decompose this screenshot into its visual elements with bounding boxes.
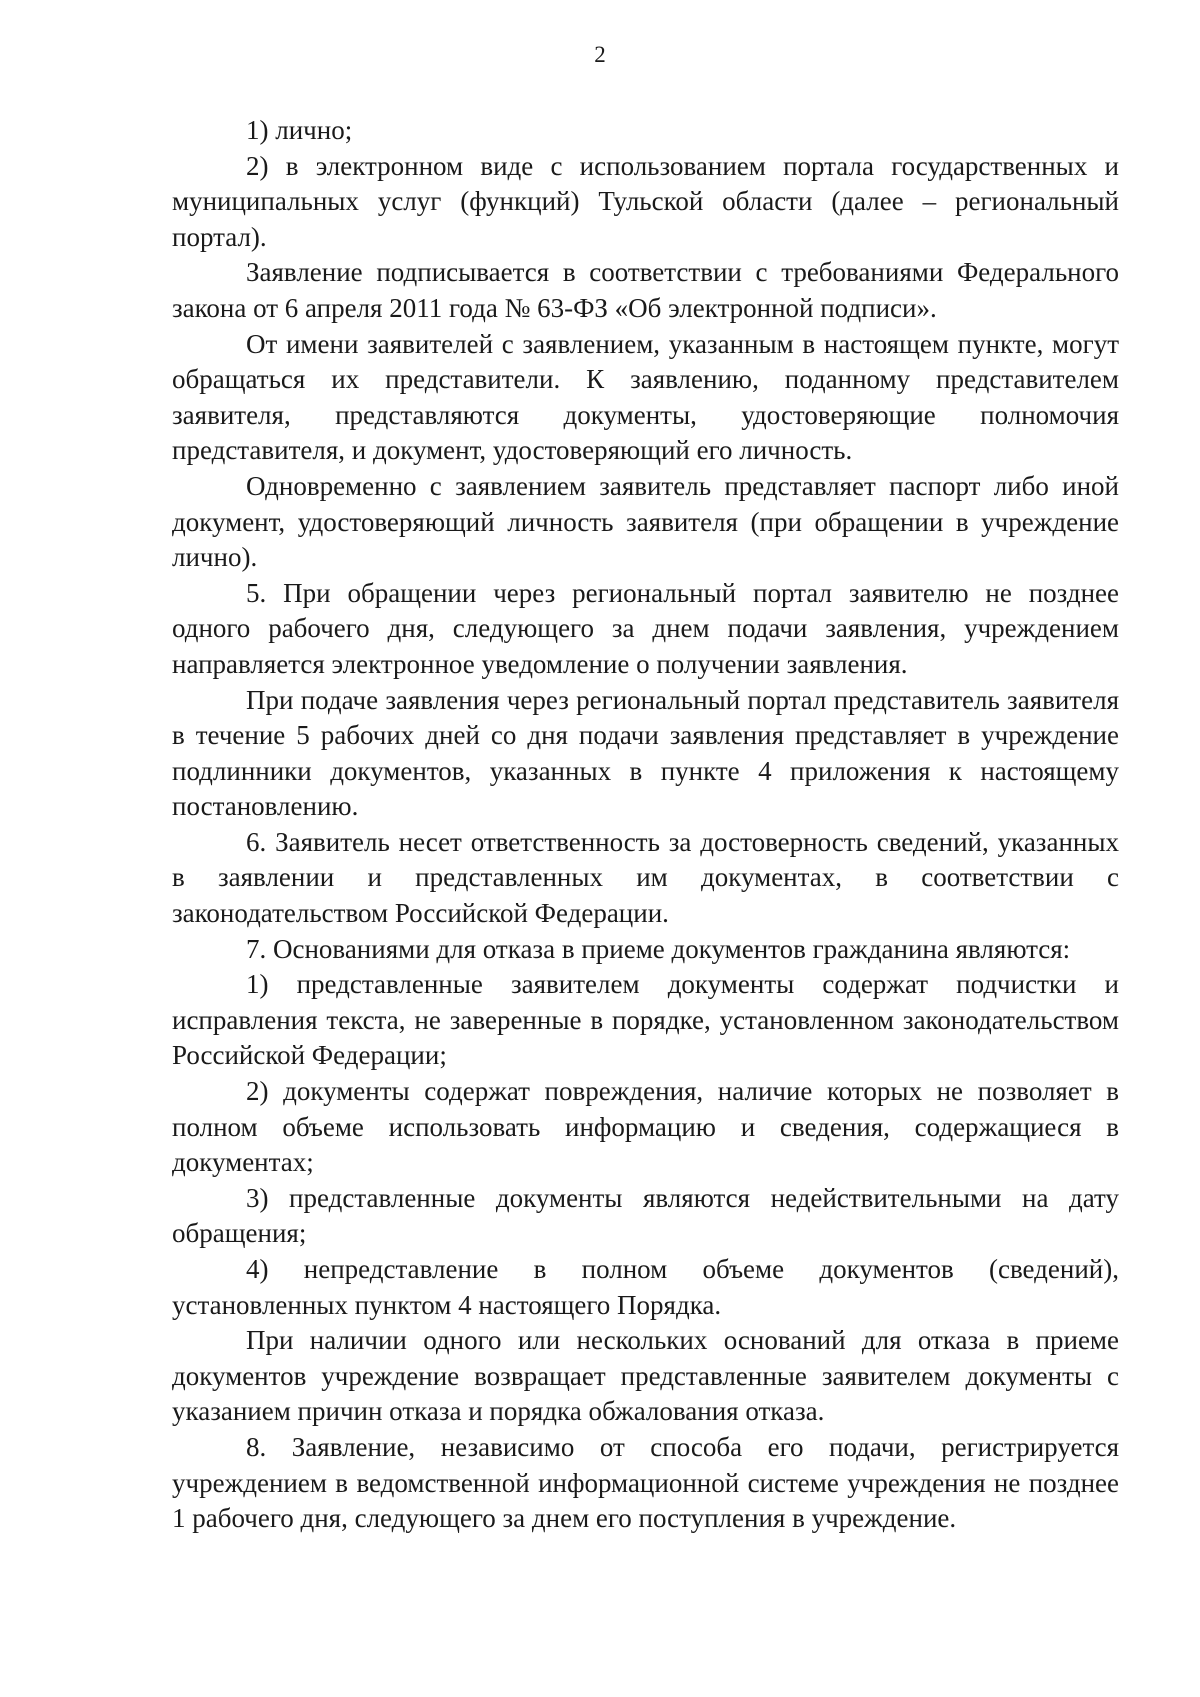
paragraph-item-2-electronic: 2) в электронном виде с использованием портала государственных и муниципальных услуг (функций) Тульской области (далее – региональный портал). <box>172 150 1119 252</box>
paragraph-section-7: 7. Основаниями для отказа в приеме документов гражданина являются: <box>246 933 1071 964</box>
page-number: 2 <box>594 42 606 67</box>
document-body <box>172 113 1119 1537</box>
paragraph-section-5: 5. При обращении через региональный портал заявителю не позднее одного рабочего дня, следующего за днем подачи заявления, учреждением направляется электронное уведомление о получении заявления. <box>172 577 1119 679</box>
paragraph-signature-requirement: Заявление подписывается в соответствии с требованиями Федерального закона от 6 апреля 2011 года № 63-ФЗ «Об электронной подписи». <box>172 257 1119 323</box>
paragraph-refusal-reason-1: 1) представленные заявителем документы содержат подчистки и исправления текста, не заверенные в порядке, установленном законодательством Российской Федерации; <box>172 969 1119 1071</box>
paragraph-item-1-personally: 1) лично; <box>246 115 353 145</box>
paragraph-refusal-return: При наличии одного или нескольких оснований для отказа в приеме документов учреждение возвращает представленные заявителем документы с указанием причин отказа и порядка обжалования отказа. <box>172 1325 1119 1427</box>
paragraph-section-8: 8. Заявление, независимо от способа его подачи, регистрируется учреждением в ведомственной информационной системе учреждения не позднее 1 рабочего дня, следующего за днем его поступления в учреждение. <box>172 1431 1119 1534</box>
paragraph-section-6: 6. Заявитель несет ответственность за достоверность сведений, указанных в заявлении и представленных им документах, в соответствии с законодательством Российской Федерации. <box>172 826 1119 929</box>
paragraph-representatives: От имени заявителей с заявлением, указанным в настоящем пункте, могут обращаться их представители. К заявлению, поданному представителем заявителя, представляются документы, удостоверяющие полномочия представителя, и документ, удостоверяющий его личность. <box>172 328 1119 466</box>
paragraph-refusal-reason-4: 4) непредставление в полном объеме документов (сведений), установленных пунктом 4 настоящего Порядка. <box>172 1254 1119 1320</box>
paragraph-passport: Одновременно с заявлением заявитель представляет паспорт либо иной документ, удостоверяющий личность заявителя (при обращении в учреждение лично). <box>172 470 1119 573</box>
paragraph-original-documents: При подаче заявления через региональный портал представитель заявителя в течение 5 рабочих дней со дня подачи заявления представляет в учреждение подлинники документов, указанных в пункте 4 приложения к настоящему постановлению. <box>172 684 1119 822</box>
paragraph-refusal-reason-2: 2) документы содержат повреждения, наличие которых не позволяет в полном объеме использовать информацию и сведения, содержащиеся в документах; <box>172 1076 1119 1178</box>
paragraph-refusal-reason-3: 3) представленные документы являются недействительными на дату обращения; <box>172 1182 1119 1249</box>
